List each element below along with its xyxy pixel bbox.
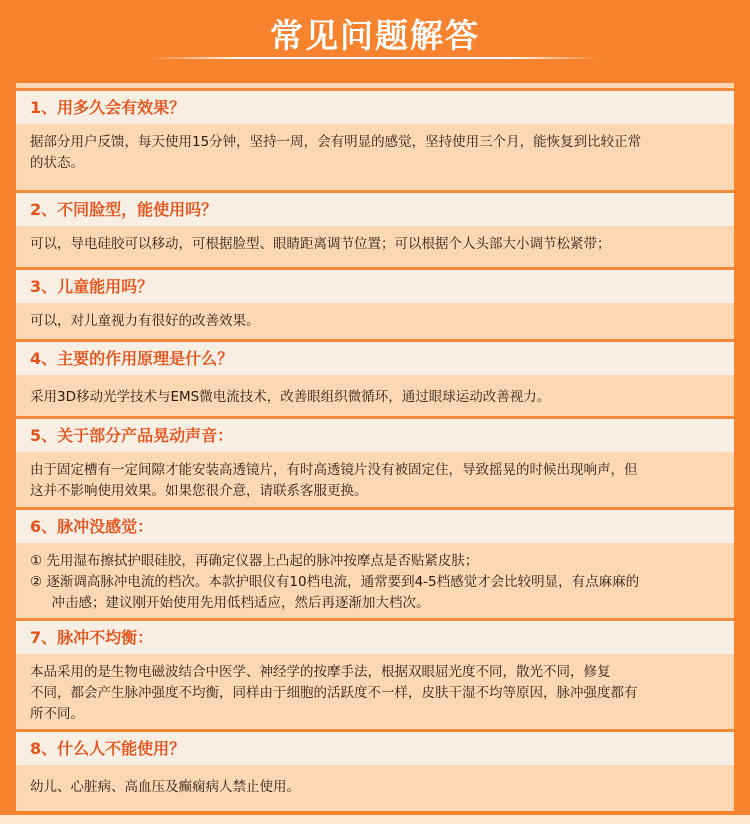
faq-item-1	[16, 88, 734, 174]
faq-question: 6、脉冲没感觉：	[16, 507, 734, 543]
bottom-strip	[0, 815, 750, 824]
answer-line: 据部分用户反馈，每天使用15分钟，坚持一周，会有明显的感觉，坚持使用三个月，能恢复到比较正常	[30, 134, 642, 150]
faq-question: 4、主要的作用原理是什么？	[16, 339, 734, 375]
faq-answer	[16, 543, 734, 614]
title-underline	[150, 57, 600, 59]
faq-item-3	[16, 267, 734, 332]
faq-item-4	[16, 339, 734, 408]
faq-answer	[16, 226, 734, 255]
answer-line: 不同，都会产生脉冲强度不均衡，同样由于细胞的活跃度不一样，皮肤干湿不均等原因，脉冲强度都有	[30, 685, 638, 701]
answer-line: 冲击感；建议刚开始使用先用低档适应，然后再逐渐加大档次。	[30, 595, 430, 611]
answer-line: 所不同。	[30, 706, 84, 722]
faq-answer	[16, 375, 734, 408]
answer-line: 可以，对儿童视力有很好的改善效果。	[30, 313, 260, 329]
answer-line: ① 先用湿布擦拭护眼硅胶，再确定仪器上凸起的脉冲按摩点是否贴紧皮肤；	[30, 553, 479, 569]
faq-answer	[16, 765, 734, 798]
faq-item-2	[16, 190, 734, 255]
faq-question: 1、用多久会有效果？	[16, 88, 734, 124]
faq-answer	[16, 654, 734, 725]
faq-question: 8、什么人不能使用？	[16, 729, 734, 765]
faq-question: 2、不同脸型，能使用吗？	[16, 190, 734, 226]
answer-line: 由于固定槽有一定间隙才能安装高透镜片，有时高透镜片没有被固定住，导致摇晃的时候出现响声，但	[30, 462, 638, 478]
page-title: 常见问题解答	[270, 16, 480, 55]
faq-answer	[16, 452, 734, 502]
answer-line: ② 逐渐调高脉冲电流的档次。本款护眼仪有10档电流，通常要到4-5档感觉才会比较明显，有点麻麻的	[30, 574, 640, 590]
answer-line: 采用3D移动光学技术与EMS微电流技术，改善眼组织微循环，通过眼球运动改善视力。	[30, 389, 551, 405]
answer-line: 幼儿、心脏病、高血压及癫痫病人禁止使用。	[30, 779, 300, 795]
answer-line: 可以，导电硅胶可以移动，可根据脸型、眼睛距离调节位置；可以根据个人头部大小调节松紧带；	[30, 236, 611, 252]
faq-question: 3、儿童能用吗？	[16, 267, 734, 303]
faq-answer	[16, 303, 734, 332]
faq-question: 5、关于部分产品晃动声音：	[16, 416, 734, 452]
answer-line: 的状态。	[30, 155, 84, 171]
header	[0, 0, 750, 66]
faq-question: 7、脉冲不均衡：	[16, 618, 734, 654]
faq-item-5	[16, 416, 734, 502]
answer-line: 本品采用的是生物电磁波结合中医学、神经学的按摩手法，根据双眼屈光度不同，散光不同，修复	[30, 664, 611, 680]
answer-line: 这并不影响使用效果。如果您很介意，请联系客服更换。	[30, 483, 368, 499]
faq-item-7	[16, 618, 734, 725]
faq-item-6	[16, 507, 734, 614]
faq-panel	[16, 83, 734, 811]
faq-answer	[16, 124, 734, 174]
faq-item-8	[16, 729, 734, 798]
